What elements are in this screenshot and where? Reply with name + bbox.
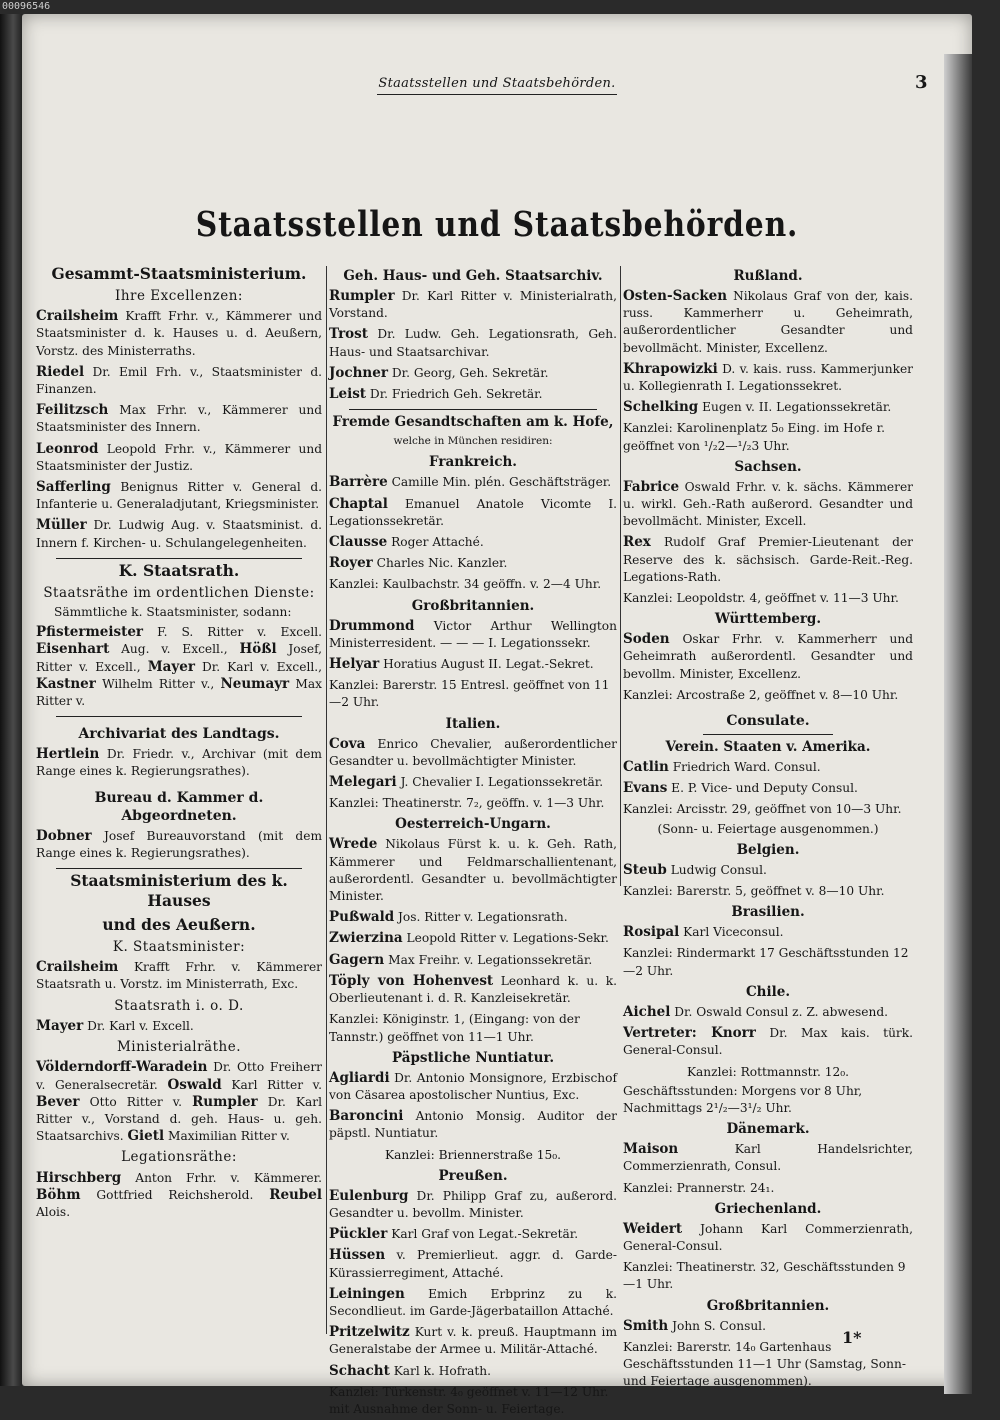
country-heading: Griechenland. [714, 1200, 822, 1217]
person-name: Rumpler [329, 288, 395, 304]
entry-list [623, 1004, 913, 1060]
entry-text: Dr. Ludw. Geh. Legationsrath, Geh. Haus- und Staatsarchivar. [329, 327, 617, 359]
entry-text: v. Premierlieut. aggr. d. Garde-Kürassierregiment, Attaché. [329, 1248, 617, 1280]
document-page [22, 14, 972, 1416]
entry [329, 952, 617, 969]
entry [623, 1004, 913, 1021]
person-name: Melegari [329, 774, 397, 791]
entry [36, 959, 322, 993]
person-name: Pfistermeister [36, 624, 144, 641]
entry-text: Otto Ritter v. [89, 1094, 183, 1109]
entry [329, 1324, 617, 1358]
entry-text: Horatius August II. Legat.-Sekret. [383, 657, 594, 672]
country-heading: Verein. Staaten v. Amerika. [665, 739, 871, 756]
entry-text: Benignus Ritter v. General d. Infanterie u. Generaladjutant, Kriegsminister. [36, 480, 323, 512]
section-title: Geh. Haus- und Geh. Staatsarchiv. [343, 268, 603, 284]
entry-list [329, 1070, 617, 1143]
entry-text: Nikolaus Graf von der, kais. russ. Kammerherr u. Geheimrath, außerordentlicher Gesandter und bevollmächt. Minister, Excellenz. [623, 289, 913, 355]
signature-mark: 1* [842, 1328, 862, 1347]
country-heading: Oesterreich-Ungarn. [395, 816, 551, 833]
person-name: Khrapowizki [623, 360, 718, 377]
entry [623, 862, 913, 879]
entry-text: Josef, Ritter v. Excell., [36, 642, 323, 674]
person-name: Pußwald [329, 909, 395, 926]
subheading: Legationsräthe: [121, 1149, 237, 1166]
person-name: Soden [623, 631, 670, 648]
country-heading: Großbritannien. [411, 597, 535, 614]
book-gutter [0, 14, 22, 1386]
person-name: Royer [329, 555, 373, 572]
entry-text: Dr. Antonio Monsignore, Erzbischof von Cäsarea apostolischer Nuntius, Exc. [329, 1070, 617, 1102]
person-name: Agliardi [329, 1069, 390, 1086]
entry [36, 746, 322, 780]
entry-text: Krafft Frhr. v., Kämmerer und Staatsminister d. k. Hauses u. d. Aeußern, Vorstz. des Ministerraths. [36, 309, 322, 358]
person-name: Helyar [329, 656, 380, 673]
person-name: Oswald [167, 1076, 222, 1093]
entry-list [329, 474, 617, 572]
entry [329, 365, 617, 382]
section-title: K. Staatsrath. [118, 560, 240, 580]
person-name: Neumayr [220, 675, 290, 692]
person-name: Riedel [36, 363, 85, 380]
person-name: Müller [36, 517, 87, 534]
entry-text: Oskar Frhr. v. Kammerherr und Geheimrath außerordentl. Gesandter und bevollm. Minister, Excellenz. [623, 632, 913, 681]
entry-list [623, 631, 913, 683]
entry [329, 1286, 617, 1320]
person-name: Rosipal [623, 924, 680, 941]
page-title: Staatsstellen und Staatsbehörden. [195, 204, 799, 245]
entry-text: John S. Consul. [672, 1318, 766, 1333]
entry [623, 288, 913, 357]
entry [623, 534, 913, 586]
entry-text: Gottfried Reichsherold. [96, 1187, 254, 1202]
entry [329, 736, 617, 770]
divider [703, 734, 833, 735]
person-name: Leonrod [36, 440, 99, 457]
person-name: Schacht [329, 1362, 390, 1379]
entry-text: Max Frhr. v., Kämmerer und Staatsminister des Innern. [36, 403, 322, 435]
person-name: Pückler [329, 1226, 388, 1243]
person-name: Vertreter: Knorr [623, 1025, 756, 1042]
divider [56, 558, 302, 559]
entry-text: Krafft Frhr. v. Kämmerer Staatsrath u. Vorstz. im Ministerrath, Exc. [36, 960, 322, 992]
person-name: Osten-Sacken [623, 288, 728, 304]
entry-text: Dr. Oswald Consul z. Z. abwesend. [674, 1004, 889, 1019]
scan-id: 00096546 [2, 1, 51, 12]
subheading: Staatsrath i. o. D. [114, 997, 244, 1014]
entry [36, 441, 322, 475]
entry-list [623, 1221, 913, 1255]
entry-text: Johann Karl Commerzienrath, General-Consul. [623, 1221, 913, 1253]
entry [623, 361, 913, 395]
person-name: Crailsheim [36, 308, 119, 325]
entry-list [329, 618, 617, 674]
entry [36, 1059, 322, 1145]
office-hours: Kanzlei: Karolinenplatz 5₀ Eing. im Hofe r. geöffnet von ¹/₂2—¹/₂3 Uhr. [623, 421, 885, 453]
entry-text: Dr. Max kais. türk. General-Consul. [623, 1026, 913, 1058]
entry [329, 1247, 617, 1281]
entry-list [623, 862, 913, 879]
entry-text: Dr. Ludwig Aug. v. Staatsminist. d. Innern f. Kirchen- u. Schulangelegenheiten. [36, 518, 323, 550]
person-name: Rumpler [192, 1093, 258, 1110]
person-name: Bever [36, 1093, 80, 1110]
entry-list [329, 1188, 617, 1380]
person-name: Weidert [623, 1220, 683, 1237]
person-name: Schelking [623, 399, 699, 416]
country-heading: Württemberg. [714, 611, 822, 628]
person-name: Baroncini [329, 1108, 404, 1125]
person-name: Eulenburg [329, 1187, 409, 1204]
entry-list [329, 836, 617, 1007]
entry-text: Leonhard k. u. k. Oberlieutenant i. d. R. Kanzleisekretär. [329, 973, 617, 1006]
entry-text: Jos. Ritter v. Legationsrath. [398, 910, 568, 925]
office-hours: Kanzlei: Rottmannstr. 12₀. [686, 1064, 850, 1079]
entry-text: Karl Handelsrichter, Commerzienrath, Consul. [623, 1142, 913, 1174]
country-heading: Brasilien. [731, 904, 805, 921]
entry-text: Dr. Karl Ritter v., Vorstand d. geh. Haus- u. geh. Staatsarchivs. [36, 1094, 322, 1144]
entry-text: Dr. Philipp Graf zu, außerord. Gesandter u. bevollm. Minister. [329, 1188, 618, 1220]
entry-text: Dr. Friedrich Geh. Sekretär. [369, 387, 543, 402]
person-name: Hüssen [329, 1247, 386, 1264]
person-name: Maison [623, 1141, 679, 1158]
entry-text: Dr. Karl v. Excell., [202, 659, 323, 674]
person-name: Gagern [329, 951, 385, 968]
person-name: Barrère [329, 474, 388, 491]
entry-text: Karl Ritter v. [231, 1077, 322, 1092]
entry [623, 1221, 913, 1255]
entry-list [623, 759, 913, 797]
entry-text: Maximilian Ritter v. [168, 1129, 290, 1144]
entry [329, 1226, 617, 1243]
entry-text: Wilhelm Ritter v., [102, 676, 215, 691]
entry [36, 364, 322, 398]
entry [623, 1025, 913, 1059]
person-name: Crailsheim [36, 959, 119, 976]
entry [329, 1070, 617, 1104]
entry-text: E. P. Vice- und Deputy Consul. [671, 781, 858, 796]
divider [56, 868, 302, 869]
entry-text: Antonio Monsig. Auditor der päpstl. Nuntiatur. [329, 1109, 618, 1141]
country-heading: Preußen. [438, 1167, 508, 1184]
office-hours: Kanzlei: Leopoldstr. 4, geöffnet v. 11—3 Uhr. [623, 591, 899, 606]
person-name: Reubel [269, 1186, 323, 1203]
person-name: Rex [623, 534, 651, 551]
office-hours: Kanzlei: Briennerstraße 15₀. [385, 1147, 561, 1162]
section-title: Staatsministerium des k. Hauses [70, 871, 288, 911]
entry-list [329, 288, 617, 403]
entry [329, 555, 617, 572]
country-heading: Dänemark. [726, 1121, 810, 1138]
entry-text: Josef Bureauvorstand (mit dem Range eines k. Regierungsrathes). [36, 828, 322, 860]
entry-text: Nikolaus Fürst k. u. k. Geh. Rath, Kämmerer und Feldmarschallientenant, außerordentl. Gesandter u. bevollmächtigter Minister. [329, 837, 618, 904]
office-hours: Geschäftsstunden: Morgens vor 8 Uhr, Nachmittags 2¹/₂—3¹/₂ Uhr. [623, 1083, 863, 1115]
entry [36, 308, 322, 360]
person-name: Pritzelwitz [329, 1324, 410, 1341]
person-name: Aichel [623, 1003, 671, 1020]
entry-text: F. S. Ritter v. Excell. [157, 625, 322, 640]
person-name: Kastner [36, 675, 96, 692]
entry-text: Friedrich Ward. Consul. [672, 760, 821, 775]
entry-text: Emanuel Anatole Vicomte I. Legationssekretär. [329, 496, 618, 528]
entry [329, 836, 617, 905]
country-heading: Großbritannien. [706, 1297, 830, 1314]
subheading: K. Staatsminister: [112, 939, 246, 956]
column-1 [36, 264, 322, 1225]
person-name: Leiningen [329, 1285, 405, 1302]
entry [623, 399, 913, 416]
entry-text: Karl Graf von Legat.-Sekretär. [391, 1227, 579, 1242]
entry [329, 1363, 617, 1380]
section-title: Archivariat des Landtags. [78, 726, 280, 743]
entry-text: D. v. kais. russ. Kammerjunker u. Kollegienrath I. Legationssekret. [623, 361, 913, 394]
person-name: Evans [623, 780, 668, 797]
entry [329, 534, 617, 551]
entry-text: Kurt v. k. preuß. Hauptmann im Generalstabe der Armee u. Militär-Attaché. [329, 1325, 618, 1357]
office-hours: Kanzlei: Barerstr. 5, geöffnet v. 8—10 Uhr. [623, 884, 885, 899]
person-name: Safferling [36, 479, 111, 496]
column-3 [623, 264, 913, 1392]
entry-list [623, 288, 913, 416]
person-name: Mayer [36, 1017, 84, 1034]
entry-text: Oswald Frhr. v. k. sächs. Kämmerer u. wirkl. Geh.-Rath außerord. Gesandter und bevollmächt. Minister, Excell. [623, 479, 914, 529]
office-hours: Kanzlei: Türkenstr. 4₀ geöffnet v. 11—12 Uhr. mit Ausnahme der Sonn- u. Feiertage. [329, 1384, 609, 1416]
subheading: Ihre Excellenzen: [115, 288, 243, 304]
person-name: Smith [623, 1317, 669, 1334]
entry [329, 1188, 617, 1222]
person-name: Wrede [329, 836, 378, 853]
entry-text: Dr. Karl v. Excell. [87, 1018, 194, 1033]
person-name: Clausse [329, 534, 388, 551]
entry-text: Alois. [36, 1204, 71, 1219]
person-name: Mayer [147, 658, 195, 675]
person-name: Fabrice [623, 478, 680, 495]
entry-list [36, 308, 322, 552]
subheading: Ministerialräthe. [116, 1039, 242, 1056]
section-title: Consulate. [726, 713, 810, 730]
entry-text: Victor Arthur Wellington Ministerresident. — — — I. Legationssekr. [329, 618, 617, 650]
column-rule-2 [620, 266, 621, 886]
country-heading: Rußland. [733, 268, 803, 284]
section-title: Bureau d. Kammer d. Abgeordneten. [94, 789, 264, 824]
entry-text: Dr. Otto Freiherr v. Generalsecretär. [36, 1060, 322, 1092]
person-name: Trost [329, 326, 369, 343]
country-heading: Chile. [745, 983, 791, 1000]
person-name: Töply von Hohenvest [329, 972, 494, 989]
person-name: Steub [623, 861, 667, 878]
entry [36, 479, 322, 513]
running-header: Staatsstellen und Staatsbehörden. [22, 76, 972, 95]
office-hours: Kanzlei: Arcisstr. 29, geöffnet von 10—3 Uhr. [623, 802, 902, 817]
entry [329, 930, 617, 947]
entry-list [623, 924, 913, 941]
office-hours: Kanzlei: Prannerstr. 24₁. [623, 1180, 775, 1195]
entry-text: Leopold Frhr. v., Kämmerer und Staatsminister der Justiz. [36, 441, 323, 473]
subheading: Staatsräthe im ordentlichen Dienste: [43, 584, 315, 601]
entry-list [329, 736, 617, 792]
entry [329, 909, 617, 926]
entry-text: Leopold Ritter v. Legations-Sekr. [406, 931, 609, 946]
entry-text: Enrico Chevalier, außerordentlicher Gesandter u. bevollmächtigter Minister. [329, 736, 618, 768]
entry [36, 402, 322, 436]
office-hours: Kanzlei: Barerstr. 14₀ Gartenhaus Geschäftsstunden 11—1 Uhr (Samstag, Sonn- und Feiertage ausgenommen). [623, 1339, 906, 1389]
office-hours: Kanzlei: Königinstr. 1, (Eingang: von der Tannstr.) geöffnet von 11—1 Uhr. [329, 1012, 580, 1044]
person-name: Hertlein [36, 746, 100, 763]
entry [329, 326, 617, 360]
person-name: Böhm [36, 1186, 81, 1203]
entry-text: Max Freihr. v. Legationssekretär. [388, 952, 593, 967]
entry [623, 631, 913, 683]
entry [329, 474, 617, 491]
entry-text: Camille Min. plén. Geschäftsträger. [391, 475, 612, 490]
entry-list [623, 479, 913, 586]
office-hours: Kanzlei: Kaulbachstr. 34 geöffn. v. 2—4 Uhr. [329, 577, 602, 592]
note-text: (Sonn- u. Feiertage ausgenommen.) [657, 821, 879, 836]
entry [329, 774, 617, 791]
entry-list [623, 1318, 913, 1335]
section-title: Gesammt-Staatsministerium. [51, 264, 307, 283]
entry [623, 759, 913, 776]
entry [623, 924, 913, 941]
person-name: Eisenhart [36, 641, 110, 658]
person-name: Feilitzsch [36, 402, 109, 419]
section-title: und des Aeußern. [102, 915, 256, 935]
column-rule-1 [326, 266, 327, 1334]
person-name: Chaptal [329, 495, 388, 512]
person-name: Hößl [239, 641, 277, 658]
subheading: welche in München residiren: [393, 435, 553, 448]
entry [623, 780, 913, 797]
page-edge [944, 54, 972, 1394]
person-name: Drummond [329, 617, 415, 634]
entry [329, 496, 617, 530]
entry-text: Karl k. Hofrath. [393, 1363, 491, 1378]
page-number: 3 [915, 72, 928, 93]
entry-text: Dr. Emil Frh. v., Staatsminister d. Finanzen. [36, 364, 322, 397]
column-2 [329, 264, 617, 1420]
office-hours: Kanzlei: Barerstr. 15 Entresl. geöffnet von 11—2 Uhr. [329, 678, 610, 710]
entry [36, 624, 322, 710]
country-heading: Belgien. [736, 841, 800, 858]
country-heading: Päpstliche Nuntiatur. [391, 1049, 555, 1066]
country-heading: Sachsen. [734, 458, 802, 475]
entry [329, 386, 617, 403]
intro-text: Sämmtliche k. Staatsminister, sodann: [54, 605, 292, 620]
country-heading: Frankreich. [429, 454, 517, 471]
person-name: Catlin [623, 759, 669, 776]
office-hours: Kanzlei: Theatinerstr. 7₂, geöffn. v. 1—3 Uhr. [329, 796, 605, 811]
entry-text: Charles Nic. Kanzler. [376, 556, 508, 571]
section-title: Fremde Gesandtschaften am k. Hofe, [332, 414, 614, 431]
divider [349, 409, 597, 410]
entry [36, 828, 322, 862]
entry-text: Max Ritter v. [36, 676, 323, 709]
entry-text: Anton Frhr. v. Kämmerer. [135, 1170, 323, 1185]
entry [329, 973, 617, 1007]
office-hours: Kanzlei: Theatinerstr. 32, Geschäftsstunden 9—1 Uhr. [623, 1260, 906, 1292]
entry-text: Emich Erbprinz zu k. Secondlieut. im Garde-Jägerbataillon Attaché. [329, 1286, 617, 1318]
person-name: Leist [329, 386, 367, 403]
entry-text: Eugen v. II. Legationssekretär. [702, 400, 892, 415]
entry-text: Roger Attaché. [391, 535, 484, 550]
country-heading: Italien. [445, 715, 501, 732]
person-name: Jochner [329, 364, 388, 381]
entry [329, 618, 617, 652]
entry [623, 479, 913, 531]
entry-text: J. Chevalier I. Legationssekretär. [400, 775, 604, 790]
entry [623, 1141, 913, 1175]
office-hours: Kanzlei: Rindermarkt 17 Geschäftsstunden 12—2 Uhr. [623, 946, 909, 978]
entry [329, 656, 617, 673]
entry-text: Aug. v. Excell., [121, 642, 228, 657]
entry-text: Karl Viceconsul. [683, 925, 784, 940]
entry-list [623, 1141, 913, 1175]
entry [36, 517, 322, 551]
person-name: Zwierzina [329, 930, 403, 947]
person-name: Cova [329, 735, 366, 752]
entry-text: Rudolf Graf Premier-Lieutenant der Reserve des k. sächsisch. Garde-Reit.-Reg. Legations-Rath. [623, 535, 914, 584]
entry-text: Ludwig Consul. [670, 862, 767, 877]
person-name: Dobner [36, 827, 92, 844]
entry-text: Dr. Georg, Geh. Sekretär. [391, 365, 549, 380]
divider [56, 716, 302, 717]
entry-text: Dr. Friedr. v., Archivar (mit dem Range eines k. Regierungsrathes). [36, 747, 322, 779]
entry [329, 1108, 617, 1142]
person-name: Hirschberg [36, 1169, 122, 1186]
entry-text: Dr. Karl Ritter v. Ministerialrath, Vorstand. [329, 289, 618, 321]
office-hours: Kanzlei: Arcostraße 2, geöffnet v. 8—10 Uhr. [623, 687, 899, 702]
entry [36, 1170, 322, 1222]
entry [623, 1318, 913, 1335]
person-name: Gietl [127, 1128, 165, 1145]
person-name: Völderndorff-Waradein [36, 1059, 208, 1076]
entry [329, 288, 617, 322]
entry [36, 1018, 322, 1035]
